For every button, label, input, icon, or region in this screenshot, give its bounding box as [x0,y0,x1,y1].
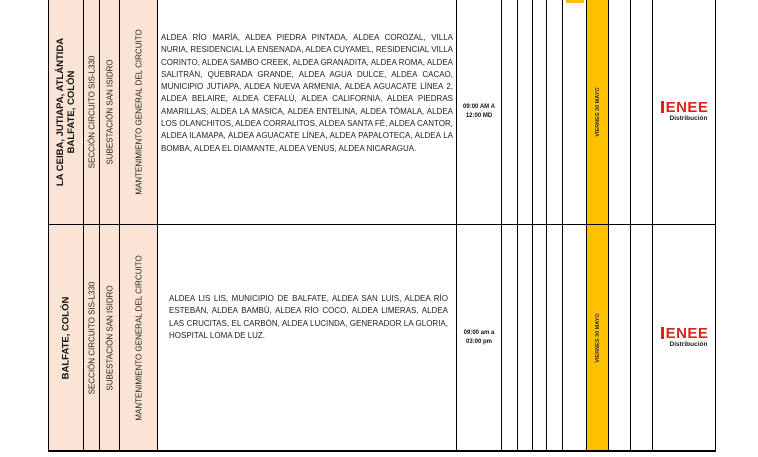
blank-cell [533,0,547,224]
enee-logo: ENEE Distribución [653,327,716,349]
section-label: SECCIÓN CIRCUITO SIS-L330 [87,55,96,169]
work-type-label: MANTENIMIENTO GENERAL DEL CIRCUITO [134,29,143,195]
blank-cell [518,224,533,451]
blank-cell [609,224,631,451]
affected-areas-cell [158,0,457,224]
table-border-bottom [48,450,716,452]
work-type-cell [120,224,158,451]
substation-label: SUBESTACIÓN SAN ISIDRO [105,284,114,391]
location-cell [48,224,84,451]
table-row [48,224,716,451]
blank-cell [563,224,587,451]
blank-cell [563,0,587,224]
table-border-left [48,0,49,451]
time-range: 09:00 AM A 12:00 MD [463,104,495,119]
affected-areas-cell [158,224,457,451]
blank-cell [518,0,533,224]
blank-cell [502,224,518,451]
blank-cell [609,0,631,224]
date-label: VIERNES 30 MAYO [594,312,601,363]
blank-cell [631,0,653,224]
blank-cell [547,224,563,451]
logo-cell [653,224,716,451]
enee-logo: ENEE Distribución [653,101,716,123]
time-range: 09:00 am a 03:00 pm [463,329,495,345]
time-cell [457,0,502,224]
section-cell [84,224,100,451]
section-cell [84,0,100,224]
row-divider [48,224,716,225]
time-cell [457,224,502,451]
work-type-cell [120,0,158,224]
logo-cell [653,0,716,224]
location-label: BALFATE, COLÓN [60,296,71,379]
substation-label: SUBESTACIÓN SAN ISIDRO [105,59,114,165]
section-label: SECCIÓN CIRCUITO SIS-L330 [87,281,96,394]
table-row [48,0,716,224]
substation-cell [100,0,120,224]
date-strip [566,0,584,3]
date-cell [587,224,609,451]
blank-cell [533,224,547,451]
substation-cell [100,224,120,451]
date-cell [587,0,609,224]
location-label: LA CEIBA, JUTIAPA, ATLÁNTIDA BALFATE, COLÓN [54,37,77,187]
blank-cell [631,224,653,451]
blank-cell [502,0,518,224]
location-cell [48,0,84,224]
affected-areas-text: ALDEA LIS LIS, MUNICIPIO DE BALFATE, ALDEA SAN LUIS, ALDEA RÍO ESTEBÁN, ALDEA BAMBÚ, ALDEA RÍO COCO, ALDEA LIMERAS, ALDEA LAS CRUCITAS, EL CARBÓN, ALDEA LUCINDA, GENERADOR LA GLORIA, HOSPITAL LOMA DE LUZ. [169,294,448,340]
date-label: VIERNES 30 MAYO [594,87,601,137]
affected-areas-text: ALDEA RÍO MARÍA, ALDEA PIEDRA PINTADA, ALDEA COROZAL, VILLA NURIA, RESIDENCIAL LA ENSENADA, ALDEA CUYAMEL, RESIDENCIAL VILLA CORINTO, ALDEA SAMBO CREEK, ALDEA GRANADITA, ALDEA ROMA, ALDEA SALITRÁN, QUEBRADA GRANDE, ALDEA AGUA DULCE, ALDEA CACAO, MUNICIPIO JUTIAPA, ALDEA NUEVA ARMENIA, ALDEA AGUACATE LÍNEA 2, ALDEA BELAIRE, ALDEA CEFALÚ, ALDEA CALIFORNIA, ALDEA PIEDRAS AMARILLAS, ALDEA LA MASICA, ALDEA ENTELINA, ALDEA TÓMALA, ALDEA LOS OLANCHITOS, ALDEA CORRALITOS, ALDEA SANTA FÉ, ALDEA CANTOR, ALDEA ILAMAPA, ALDEA AGUACATE LÍNEA, ALDEA PAPALOTECA, ALDEA LA BOMBA, ALDEA EL DIAMANTE, ALDEA VENUS, ALDEA NICARAGUA. [161,33,453,153]
work-type-label: MANTENIMIENTO GENERAL DEL CIRCUITO [134,254,143,421]
blank-cell [547,0,563,224]
table-border-right [715,0,716,451]
